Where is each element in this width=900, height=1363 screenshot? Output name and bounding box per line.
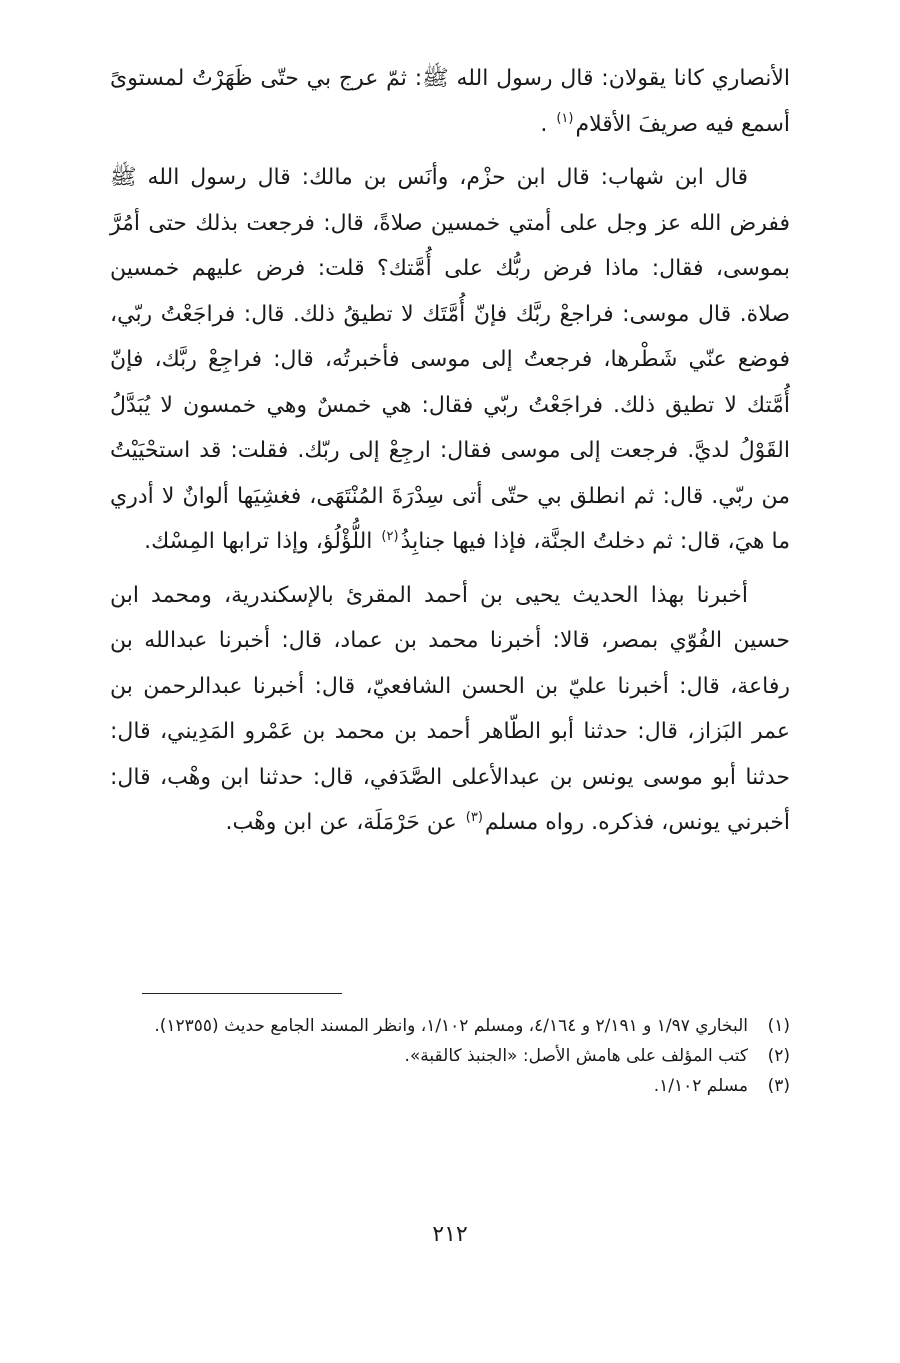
footnote-reference-2[interactable]: (٢) (381, 528, 399, 544)
footnote-text: البخاري ١/٩٧ و ٢/١٩١ و ٤/١٦٤، ومسلم ١/١٠٢، وانظر المسند الجامع حديث (١٢٣٥٥). (154, 1016, 748, 1036)
paragraph-text: قال ابن شهاب: قال ابن حزْم، وأنَس بن مالك: قال رسول الله ﷺ ففرض الله عز وجل على أمتي خمسين صلاةً، قال: فرجعت بذلك حتى أمُرَّ بموسى، فقال: ماذا فرض ربُّك على أُمَّتك؟ قلت: فرض عليهم خمسين صلاة. قال موسى: فراجعْ ربَّك فإنّ أُمَّتَك لا تطيقُ ذلك. قال: فراجَعْتُ ربّي، فوضع عنّي شَطْرها، فرجعتُ إلى موسى فأخبرتُه، قال: فراجِعْ ربَّك، فإنّ أُمَّتك لا تطيق ذلك. فراجَعْتُ ربّي فقال: هي خمسٌ وهي خمسون لا يُبَدَّلُ القَوْلُ لديَّ. فرجعت إلى موسى فقال: ارجِعْ إلى ربّك. فقلت: قد استحْيَيْتُ من ربّي. قال: ثم انطلق بي حتّى أتى سِدْرَةَ المُنْتَهَى، فغشِيَها ألوانٌ لا أدري ما هيَ، قال: ثم دخلتُ الجنَّة، فإذا فيها جنابِذُ (110, 165, 790, 554)
footnotes-section (110, 1011, 790, 1101)
footnote-divider (142, 993, 342, 994)
footnote-number: (١) (767, 1016, 790, 1036)
footnote-reference-1[interactable]: (١) (556, 111, 574, 127)
footnote-reference-3[interactable]: (٣) (465, 809, 483, 825)
footnote-1 (110, 1011, 790, 1041)
paragraph-ibn-shihab-narration (110, 155, 790, 565)
footnote-text: كتب المؤلف على هامش الأصل: «الجنبذ كالقبة». (404, 1046, 748, 1066)
book-page-body (110, 56, 790, 846)
paragraph-chain-of-narration (110, 573, 790, 846)
paragraph-text: الأنصاري كانا يقولان: قال رسول الله ﷺ: ثمّ عرج بي حتّى ظَهَرْتُ لمستوىً أسمع فيه صريفَ الأقلام (110, 66, 790, 137)
paragraph-ending: . (540, 111, 555, 137)
paragraph-hadith-ascension (110, 56, 790, 147)
page-number: ٢١٢ (432, 1222, 468, 1247)
paragraph-text: أخبرنا بهذا الحديث يحيى بن أحمد المقرئ بالإسكندرية، ومحمد ابن حسين الفُوّي بمصر، قالا: أخبرنا محمد بن عماد، قال: أخبرنا عبدالله بن رفاعة، قال: أخبرنا عليّ بن الحسن الشافعيّ، قال: أخبرنا عبدالرحمن بن عمر البَزاز، قال: حدثنا أبو الطّاهر أحمد بن محمد بن عَمْرو المَدِيني، قال: حدثنا أبو موسى يونس بن عبدالأعلى الصَّدَفي، قال: حدثنا ابن وهْب، قال: أخبرني يونس، فذكره. رواه مسلم (110, 582, 790, 835)
paragraph-ending: عن حَرْمَلَة، عن ابن وهْب. (225, 810, 464, 835)
footnote-number: (٢) (767, 1046, 790, 1066)
paragraph-ending: اللُّؤْلُؤ، وإذا ترابها المِسْك. (144, 529, 380, 554)
footnote-number: (٣) (767, 1076, 790, 1096)
footnote-2 (110, 1041, 790, 1071)
footnote-3 (110, 1071, 790, 1101)
footnote-text: مسلم ١/١٠٢. (653, 1076, 748, 1096)
